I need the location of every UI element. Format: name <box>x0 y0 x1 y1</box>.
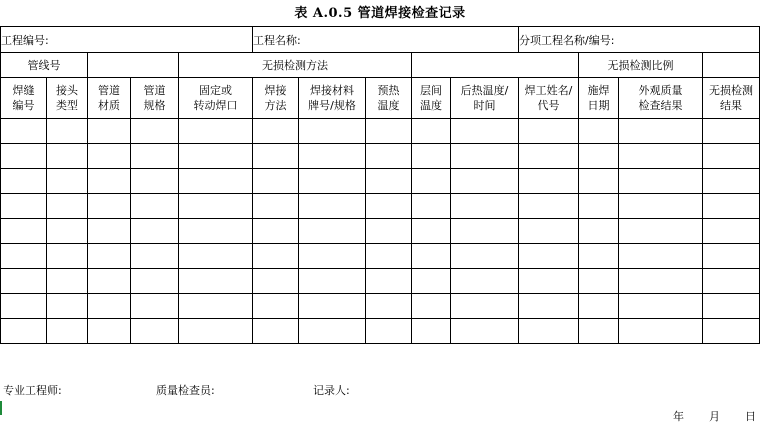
table-cell[interactable] <box>253 294 299 319</box>
table-cell[interactable] <box>88 244 131 269</box>
column-header-row <box>1 78 760 119</box>
table-cell[interactable] <box>703 294 760 319</box>
table-row <box>1 169 760 194</box>
ndt-ratio-value[interactable] <box>703 53 760 78</box>
table-cell[interactable] <box>179 144 253 169</box>
table-cell[interactable] <box>299 144 366 169</box>
table-cell[interactable] <box>579 319 619 344</box>
form-footer <box>0 376 760 429</box>
table-cell[interactable] <box>579 244 619 269</box>
table-cell[interactable] <box>519 244 579 269</box>
ndt-method-label: 无损检测方法 <box>179 53 412 78</box>
table-cell[interactable] <box>619 219 703 244</box>
table-cell[interactable] <box>88 294 131 319</box>
table-row <box>1 294 760 319</box>
table-cell[interactable] <box>299 294 366 319</box>
table-cell[interactable] <box>88 119 131 144</box>
table-cell[interactable] <box>619 244 703 269</box>
col-pipe-material: 管道 材质 <box>88 78 131 119</box>
ndt-ratio-label: 无损检测比例 <box>579 53 703 78</box>
table-cell[interactable] <box>1 119 47 144</box>
table-cell[interactable] <box>131 219 179 244</box>
table-cell[interactable] <box>412 269 451 294</box>
table-cell[interactable] <box>519 294 579 319</box>
table-cell[interactable] <box>179 294 253 319</box>
table-cell[interactable] <box>1 219 47 244</box>
table-cell[interactable] <box>366 169 412 194</box>
table-cell[interactable] <box>519 269 579 294</box>
table-cell[interactable] <box>412 319 451 344</box>
table-cell[interactable] <box>412 219 451 244</box>
engineer-label[interactable]: 专业工程师: <box>3 384 62 397</box>
ndt-method-value[interactable] <box>412 53 579 78</box>
table-cell[interactable] <box>619 319 703 344</box>
table-cell[interactable] <box>179 269 253 294</box>
inspector-label[interactable]: 质量检查员: <box>156 384 215 397</box>
col-postheat: 后热温度/ 时间 <box>451 78 519 119</box>
table-row <box>1 269 760 294</box>
table-cell[interactable] <box>619 194 703 219</box>
table-cell[interactable] <box>579 169 619 194</box>
table-cell[interactable] <box>131 119 179 144</box>
table-cell[interactable] <box>299 269 366 294</box>
cell-cursor-marker <box>0 401 2 415</box>
table-cell[interactable] <box>131 194 179 219</box>
col-joint-type: 接头 类型 <box>47 78 88 119</box>
table-cell[interactable] <box>579 144 619 169</box>
table-cell[interactable] <box>519 169 579 194</box>
table-cell[interactable] <box>131 244 179 269</box>
table-cell[interactable] <box>1 144 47 169</box>
table-cell[interactable] <box>47 169 88 194</box>
table-cell[interactable] <box>703 119 760 144</box>
table-cell[interactable] <box>619 169 703 194</box>
table-cell[interactable] <box>47 119 88 144</box>
col-weld-material: 焊接材料 牌号/规格 <box>299 78 366 119</box>
table-cell[interactable] <box>47 219 88 244</box>
table-cell[interactable] <box>179 119 253 144</box>
table-cell[interactable] <box>366 244 412 269</box>
table-cell[interactable] <box>131 169 179 194</box>
table-cell[interactable] <box>703 219 760 244</box>
table-cell[interactable] <box>253 144 299 169</box>
table-row <box>1 119 760 144</box>
table-cell[interactable] <box>451 269 519 294</box>
ndt-row <box>1 53 760 78</box>
table-cell[interactable] <box>619 144 703 169</box>
table-cell[interactable] <box>1 319 47 344</box>
table-cell[interactable] <box>412 144 451 169</box>
project-name-cell[interactable]: 工程名称: <box>253 27 519 53</box>
table-cell[interactable] <box>703 169 760 194</box>
col-ndt-result: 无损检测 结果 <box>703 78 760 119</box>
table-cell[interactable] <box>412 294 451 319</box>
table-cell[interactable] <box>131 294 179 319</box>
table-cell[interactable] <box>451 144 519 169</box>
table-cell[interactable] <box>299 194 366 219</box>
table-cell[interactable] <box>88 219 131 244</box>
table-cell[interactable] <box>88 269 131 294</box>
table-cell[interactable] <box>451 169 519 194</box>
date-day: 日 <box>745 410 756 423</box>
data-rows <box>1 119 760 344</box>
col-fixed-rotate: 固定或 转动焊口 <box>179 78 253 119</box>
table-cell[interactable] <box>47 294 88 319</box>
col-interpass-temp: 层间 温度 <box>412 78 451 119</box>
table-cell[interactable] <box>579 269 619 294</box>
table-cell[interactable] <box>131 319 179 344</box>
table-cell[interactable] <box>703 319 760 344</box>
table-cell[interactable] <box>299 169 366 194</box>
table-row <box>1 194 760 219</box>
col-weld-method: 焊接 方法 <box>253 78 299 119</box>
table-cell[interactable] <box>253 119 299 144</box>
table-cell[interactable] <box>579 194 619 219</box>
table-row <box>1 319 760 344</box>
table-cell[interactable] <box>579 119 619 144</box>
table-cell[interactable] <box>179 319 253 344</box>
table-cell[interactable] <box>299 219 366 244</box>
col-weld-no: 焊缝 编号 <box>1 78 47 119</box>
table-cell[interactable] <box>47 244 88 269</box>
table-cell[interactable] <box>451 244 519 269</box>
table-row <box>1 244 760 269</box>
table-cell[interactable] <box>703 144 760 169</box>
form-title: 表 A.0.5 管道焊接检查记录 <box>294 6 466 21</box>
table-cell[interactable] <box>88 144 131 169</box>
table-cell[interactable] <box>451 194 519 219</box>
table-cell[interactable] <box>366 219 412 244</box>
table-cell[interactable] <box>1 269 47 294</box>
table-cell[interactable] <box>253 319 299 344</box>
col-pipe-spec: 管道 规格 <box>131 78 179 119</box>
table-cell[interactable] <box>366 194 412 219</box>
table-cell[interactable] <box>253 169 299 194</box>
recorder-label[interactable]: 记录人: <box>313 384 350 397</box>
table-cell[interactable] <box>1 194 47 219</box>
table-cell[interactable] <box>619 294 703 319</box>
date-month: 月 <box>709 410 720 423</box>
table-cell[interactable] <box>179 194 253 219</box>
table-cell[interactable] <box>366 294 412 319</box>
pipeline-no-label: 管线号 <box>1 53 88 78</box>
table-cell[interactable] <box>179 219 253 244</box>
table-cell[interactable] <box>131 144 179 169</box>
table-cell[interactable] <box>703 244 760 269</box>
table-cell[interactable] <box>1 244 47 269</box>
sub-project-cell[interactable]: 分项工程名称/编号: <box>519 27 760 53</box>
table-cell[interactable] <box>366 269 412 294</box>
table-cell[interactable] <box>253 219 299 244</box>
table-row <box>1 144 760 169</box>
table-cell[interactable] <box>299 319 366 344</box>
table-cell[interactable] <box>88 319 131 344</box>
table-cell[interactable] <box>47 194 88 219</box>
table-cell[interactable] <box>579 294 619 319</box>
col-welder: 焊工姓名/ 代号 <box>519 78 579 119</box>
table-cell[interactable] <box>619 119 703 144</box>
table-cell[interactable] <box>179 244 253 269</box>
table-cell[interactable] <box>619 269 703 294</box>
table-cell[interactable] <box>703 269 760 294</box>
table-cell[interactable] <box>88 194 131 219</box>
table-cell[interactable] <box>519 119 579 144</box>
table-cell[interactable] <box>412 244 451 269</box>
table-cell[interactable] <box>131 269 179 294</box>
col-visual-result: 外观质量 检查结果 <box>619 78 703 119</box>
table-cell[interactable] <box>299 119 366 144</box>
table-cell[interactable] <box>579 219 619 244</box>
table-cell[interactable] <box>47 319 88 344</box>
table-cell[interactable] <box>519 194 579 219</box>
table-cell[interactable] <box>366 144 412 169</box>
table-cell[interactable] <box>703 194 760 219</box>
table-cell[interactable] <box>179 169 253 194</box>
table-cell[interactable] <box>47 269 88 294</box>
table-row <box>1 219 760 244</box>
project-no-cell[interactable]: 工程编号: <box>1 27 253 53</box>
table-cell[interactable] <box>412 119 451 144</box>
table-cell[interactable] <box>451 219 519 244</box>
table-cell[interactable] <box>412 169 451 194</box>
info-row <box>1 27 760 53</box>
pipeline-no-value[interactable] <box>88 53 179 78</box>
table-cell[interactable] <box>519 319 579 344</box>
table-cell[interactable] <box>519 144 579 169</box>
table-cell[interactable] <box>47 144 88 169</box>
table-cell[interactable] <box>88 169 131 194</box>
table-cell[interactable] <box>451 294 519 319</box>
date-year: 年 <box>673 410 684 423</box>
col-preheat-temp: 预热 温度 <box>366 78 412 119</box>
table-cell[interactable] <box>366 119 412 144</box>
table-cell[interactable] <box>366 319 412 344</box>
table-cell[interactable] <box>451 319 519 344</box>
table-cell[interactable] <box>253 194 299 219</box>
table-cell[interactable] <box>412 194 451 219</box>
table-cell[interactable] <box>519 219 579 244</box>
form-table <box>0 26 760 344</box>
table-cell[interactable] <box>451 119 519 144</box>
table-cell[interactable] <box>299 244 366 269</box>
table-cell[interactable] <box>1 169 47 194</box>
table-cell[interactable] <box>253 269 299 294</box>
table-cell[interactable] <box>1 294 47 319</box>
table-cell[interactable] <box>253 244 299 269</box>
col-weld-date: 施焊 日期 <box>579 78 619 119</box>
